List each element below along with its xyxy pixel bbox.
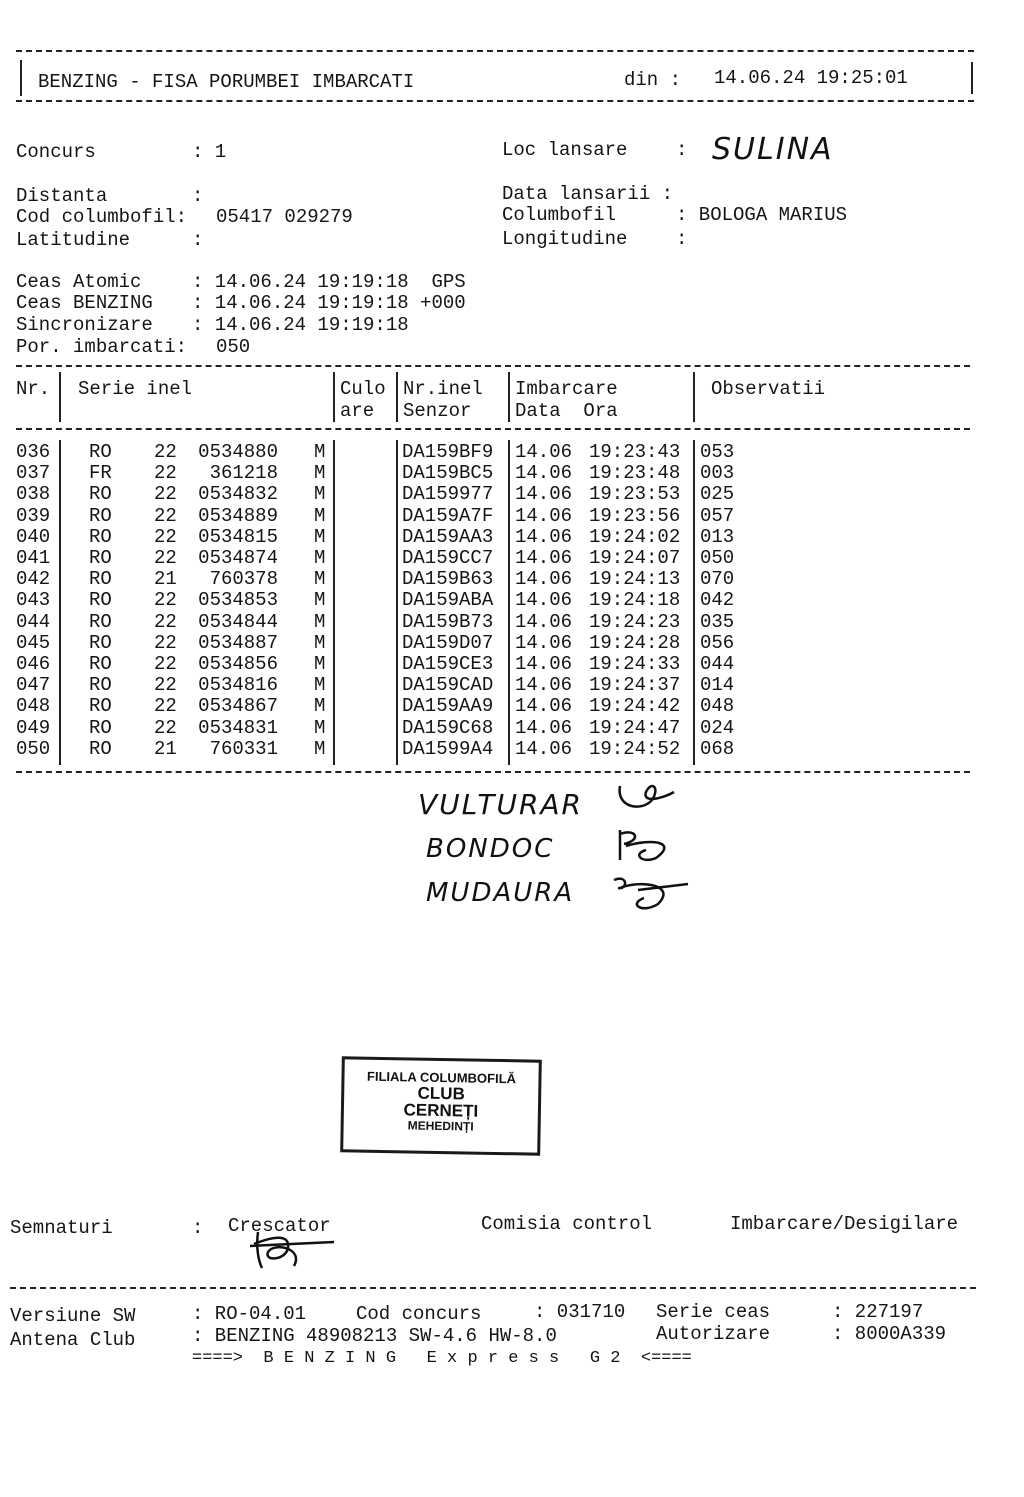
- autorizare-label: Autorizare: [656, 1323, 771, 1345]
- cell-nr: 039: [16, 504, 51, 527]
- document-title: BENZING - FISA PORUMBEI IMBARCATI: [38, 71, 415, 93]
- col-header-imbarcare: Imbarcare: [515, 378, 618, 400]
- cell-ring: 0534832: [198, 483, 278, 506]
- crescator-signature: [244, 1226, 340, 1274]
- table-row: [14, 442, 974, 463]
- cell-nr: 037: [16, 462, 51, 485]
- table-row: [14, 569, 974, 590]
- cell-year: 22: [154, 695, 177, 718]
- loc-lansare-colon: :: [676, 139, 688, 161]
- cell-year: 21: [154, 737, 177, 760]
- cell-sex: M: [314, 610, 326, 633]
- cell-observatii: 014: [700, 674, 735, 697]
- cell-sensor: DA159BC5: [402, 462, 494, 485]
- cell-date: 14.06: [515, 568, 573, 591]
- cell-year: 22: [154, 610, 177, 633]
- table-row: [14, 675, 974, 696]
- cell-time: 19:23:48: [589, 462, 681, 485]
- cell-sex: M: [314, 547, 326, 569]
- cell-date: 14.06: [515, 610, 573, 633]
- cell-date: 14.06: [515, 504, 573, 527]
- cell-date: 14.06: [515, 674, 573, 697]
- cell-date: 14.06: [515, 737, 573, 760]
- cell-time: 19:24:13: [589, 568, 681, 591]
- cell-sex: M: [314, 653, 326, 675]
- cell-date: 14.06: [515, 716, 573, 739]
- header-datetime: 14.06.24 19:25:01: [714, 67, 908, 89]
- cell-year: 22: [154, 504, 177, 527]
- signature-mark-1: [612, 778, 682, 818]
- loc-lansare-label: Loc lansare: [502, 139, 628, 161]
- cell-date: 14.06: [515, 525, 573, 548]
- cell-nr: 038: [16, 483, 51, 506]
- cell-nr: 044: [16, 610, 51, 633]
- cell-country: RO: [89, 610, 112, 633]
- cell-time: 19:24:18: [589, 589, 681, 612]
- columbofil-value: : BOLOGA MARIUS: [676, 204, 848, 226]
- cell-sensor: DA159CC7: [402, 547, 494, 569]
- cell-ring: 361218: [209, 462, 278, 485]
- cell-date: 14.06: [515, 441, 573, 463]
- cell-sex: M: [314, 716, 326, 739]
- cell-country: RO: [89, 568, 112, 591]
- cell-ring: 0534831: [198, 716, 278, 739]
- cell-observatii: 003: [700, 462, 735, 485]
- cod-concurs-value: : 031710: [534, 1301, 626, 1323]
- por-imbarcati-label: Por. imbarcati:: [16, 336, 188, 358]
- cell-sensor: DA159BF9: [402, 441, 494, 463]
- cell-year: 22: [154, 441, 177, 463]
- stamp-line-4: MEHEDINȚI: [407, 1118, 474, 1134]
- cell-observatii: 024: [700, 716, 735, 739]
- header-right-border: [971, 62, 973, 94]
- cell-ring: 0534880: [198, 441, 278, 463]
- cell-ring: 0534867: [198, 695, 278, 718]
- versiune-sw-value: : RO-04.01: [192, 1303, 307, 1325]
- cell-time: 19:24:23: [589, 610, 681, 633]
- table-row: [14, 718, 974, 739]
- cell-observatii: 042: [700, 589, 735, 612]
- concurs-value: : 1: [192, 141, 227, 163]
- latitudine-value: :: [192, 229, 204, 251]
- cell-sensor: DA159D07: [402, 631, 494, 654]
- col-rule-3: [396, 372, 398, 422]
- cell-date: 14.06: [515, 589, 573, 612]
- cell-sex: M: [314, 568, 326, 591]
- cell-observatii: 013: [700, 525, 735, 548]
- col-rule-2: [333, 372, 335, 422]
- cell-year: 22: [154, 631, 177, 654]
- cell-sex: M: [314, 504, 326, 527]
- cell-country: RO: [89, 525, 112, 548]
- stamp-line-1: FILIALA COLUMBOFILĂ: [366, 1068, 517, 1087]
- table-header-separator: [16, 428, 970, 430]
- longitudine-label: Longitudine: [502, 228, 628, 250]
- distanta-value: :: [192, 185, 204, 207]
- club-stamp: [340, 1056, 542, 1155]
- header-left-border: [20, 60, 22, 96]
- cell-time: 19:24:28: [589, 631, 681, 654]
- autorizare-value: : 8000A339: [832, 1323, 947, 1345]
- distanta-label: Distanta: [16, 185, 108, 207]
- header-bottom-border: [16, 100, 974, 102]
- cell-year: 22: [154, 716, 177, 739]
- cell-sensor: DA159977: [402, 483, 494, 506]
- cell-date: 14.06: [515, 483, 573, 506]
- signature-mark-2: [612, 824, 684, 868]
- table-row: [14, 654, 974, 675]
- cell-sex: M: [314, 695, 326, 718]
- longitudine-value: :: [676, 228, 688, 250]
- cell-country: RO: [89, 674, 112, 697]
- cell-sex: M: [314, 737, 326, 760]
- cell-sensor: DA159AA3: [402, 525, 494, 548]
- cell-country: RO: [89, 653, 112, 675]
- signature-crescator-label: Crescator: [228, 1215, 331, 1237]
- cell-date: 14.06: [515, 695, 573, 718]
- table-top-border: [16, 365, 970, 367]
- cell-sensor: DA159A7F: [402, 504, 494, 527]
- table-row: [14, 506, 974, 527]
- cell-nr: 050: [16, 737, 51, 760]
- cell-nr: 042: [16, 568, 51, 591]
- table-row: [14, 633, 974, 654]
- cell-ring: 0534856: [198, 653, 278, 675]
- cell-year: 22: [154, 547, 177, 569]
- signatures-colon: :: [192, 1217, 204, 1239]
- cell-sex: M: [314, 674, 326, 697]
- cod-columbofil-value: 05417 029279: [216, 206, 353, 228]
- signatures-label: Semnaturi: [10, 1217, 113, 1239]
- cell-nr: 049: [16, 716, 51, 739]
- cell-country: RO: [89, 716, 112, 739]
- cell-sex: M: [314, 441, 326, 463]
- col-rule-4: [508, 372, 510, 422]
- table-row: [14, 548, 974, 569]
- cell-sensor: DA159CAD: [402, 674, 494, 697]
- table-row: [14, 590, 974, 611]
- cell-year: 22: [154, 483, 177, 506]
- cell-sex: M: [314, 525, 326, 548]
- cell-time: 19:24:02: [589, 525, 681, 548]
- cell-ring: 0534887: [198, 631, 278, 654]
- cell-country: RO: [89, 504, 112, 527]
- cell-year: 22: [154, 589, 177, 612]
- cell-sensor: DA159AA9: [402, 695, 494, 718]
- antena-club-label: Antena Club: [10, 1329, 136, 1351]
- cell-observatii: 025: [700, 483, 735, 506]
- cell-time: 19:24:52: [589, 737, 681, 760]
- cell-sex: M: [314, 589, 326, 612]
- col-rule-5: [693, 372, 695, 422]
- cell-ring: 0534815: [198, 525, 278, 548]
- cell-year: 21: [154, 568, 177, 591]
- cell-observatii: 056: [700, 631, 735, 654]
- table-row: [14, 484, 974, 505]
- header-top-border: [16, 50, 974, 52]
- table-row: [14, 739, 974, 760]
- ceas-benzing-value: : 14.06.24 19:19:18 +000: [192, 292, 466, 314]
- signature-imbarcare-label: Imbarcare/Desigilare: [730, 1213, 959, 1235]
- cell-time: 19:23:43: [589, 441, 681, 463]
- table-row: [14, 612, 974, 633]
- col-header-data-ora: Data Ora: [515, 400, 618, 422]
- serie-ceas-label: Serie ceas: [656, 1301, 771, 1323]
- cell-nr: 041: [16, 547, 51, 569]
- sincronizare-label: Sincronizare: [16, 314, 153, 336]
- cell-sensor: DA159CE3: [402, 653, 494, 675]
- header-din-label: din :: [624, 69, 682, 91]
- handwritten-name-1: VULTURAR: [418, 788, 584, 821]
- cell-year: 22: [154, 525, 177, 548]
- col-header-observatii: Observatii: [711, 378, 826, 400]
- cell-nr: 040: [16, 525, 51, 548]
- cell-time: 19:24:37: [589, 674, 681, 697]
- cell-ring: 760378: [209, 568, 278, 591]
- columbofil-label: Columbofil: [502, 204, 617, 226]
- loc-lansare-handwritten: SULINA: [712, 132, 834, 167]
- cell-nr: 047: [16, 674, 51, 697]
- signature-comisia-label: Comisia control: [481, 1213, 653, 1235]
- stamp-line-3: CERNEȚI: [403, 1100, 479, 1122]
- cell-nr: 045: [16, 631, 51, 654]
- cod-columbofil-label: Cod columbofil:: [16, 206, 188, 228]
- cell-sex: M: [314, 631, 326, 654]
- cod-concurs-label: Cod concurs: [356, 1303, 482, 1325]
- cell-date: 14.06: [515, 462, 573, 485]
- cell-time: 19:24:07: [589, 547, 681, 569]
- cell-country: FR: [89, 462, 112, 485]
- cell-ring: 0534816: [198, 674, 278, 697]
- cell-country: RO: [89, 695, 112, 718]
- serie-ceas-value: : 227197: [832, 1301, 924, 1323]
- cell-date: 14.06: [515, 547, 573, 569]
- cell-observatii: 057: [700, 504, 735, 527]
- handwritten-name-3: MUDAURA: [426, 878, 575, 908]
- cell-time: 19:23:53: [589, 483, 681, 506]
- cell-time: 19:24:47: [589, 716, 681, 739]
- cell-nr: 048: [16, 695, 51, 718]
- por-imbarcati-value: 050: [216, 336, 251, 358]
- cell-sensor: DA159B63: [402, 568, 494, 591]
- cell-sensor: DA1599A4: [402, 737, 494, 760]
- cell-observatii: 053: [700, 441, 735, 463]
- cell-sensor: DA159B73: [402, 610, 494, 633]
- signature-mark-3: [608, 870, 692, 918]
- table-row: [14, 696, 974, 717]
- cell-country: RO: [89, 631, 112, 654]
- cell-year: 22: [154, 462, 177, 485]
- col-header-culoare-2: are: [340, 400, 375, 422]
- versiune-sw-label: Versiune SW: [10, 1305, 136, 1327]
- cell-country: RO: [89, 737, 112, 760]
- col-header-nr: Nr.: [16, 378, 51, 400]
- cell-nr: 043: [16, 589, 51, 612]
- col-rule-1: [59, 372, 61, 422]
- sincronizare-value: : 14.06.24 19:19:18: [192, 314, 409, 336]
- ceas-atomic-value: : 14.06.24 19:19:18 GPS: [192, 271, 466, 293]
- cell-date: 14.06: [515, 653, 573, 675]
- cell-ring: 0534853: [198, 589, 278, 612]
- cell-time: 19:24:42: [589, 695, 681, 718]
- ceas-atomic-label: Ceas Atomic: [16, 271, 142, 293]
- cell-time: 19:24:33: [589, 653, 681, 675]
- cell-observatii: 035: [700, 610, 735, 633]
- table-row: [14, 463, 974, 484]
- cell-ring: 0534874: [198, 547, 278, 569]
- stamp-line-2: CLUB: [417, 1083, 465, 1104]
- data-lansarii-label: Data lansarii :: [502, 183, 674, 205]
- col-header-serie-inel: Serie inel: [78, 378, 193, 400]
- cell-year: 22: [154, 653, 177, 675]
- handwritten-name-2: BONDOC: [426, 834, 555, 864]
- footer-top-border: [10, 1287, 976, 1289]
- cell-ring: 0534889: [198, 504, 278, 527]
- antena-club-value: : BENZING 48908213 SW-4.6 HW-8.0: [192, 1325, 557, 1347]
- col-header-nr-inel: Nr.inel: [403, 378, 483, 400]
- cell-date: 14.06: [515, 631, 573, 654]
- col-header-senzor: Senzor: [403, 400, 472, 422]
- cell-country: RO: [89, 483, 112, 506]
- cell-time: 19:23:56: [589, 504, 681, 527]
- cell-country: RO: [89, 547, 112, 569]
- cell-observatii: 068: [700, 737, 735, 760]
- cell-observatii: 044: [700, 653, 735, 675]
- ceas-benzing-label: Ceas BENZING: [16, 292, 153, 314]
- cell-country: RO: [89, 441, 112, 463]
- cell-sensor: DA159C68: [402, 716, 494, 739]
- cell-ring: 0534844: [198, 610, 278, 633]
- cell-year: 22: [154, 674, 177, 697]
- cell-nr: 046: [16, 653, 51, 675]
- cell-sex: M: [314, 462, 326, 485]
- table-row: [14, 527, 974, 548]
- cell-sensor: DA159ABA: [402, 589, 494, 612]
- cell-ring: 760331: [209, 737, 278, 760]
- benzing-express-banner: ====> B E N Z I N G E x p r e s s G 2 <====: [192, 1349, 692, 1368]
- col-header-culoare-1: Culo: [340, 378, 386, 400]
- cell-sex: M: [314, 483, 326, 506]
- cell-observatii: 070: [700, 568, 735, 591]
- concurs-label: Concurs: [16, 141, 96, 163]
- latitudine-label: Latitudine: [16, 229, 131, 251]
- table-bottom-border: [16, 771, 970, 773]
- cell-country: RO: [89, 589, 112, 612]
- cell-observatii: 048: [700, 695, 735, 718]
- cell-nr: 036: [16, 441, 51, 463]
- cell-observatii: 050: [700, 547, 735, 569]
